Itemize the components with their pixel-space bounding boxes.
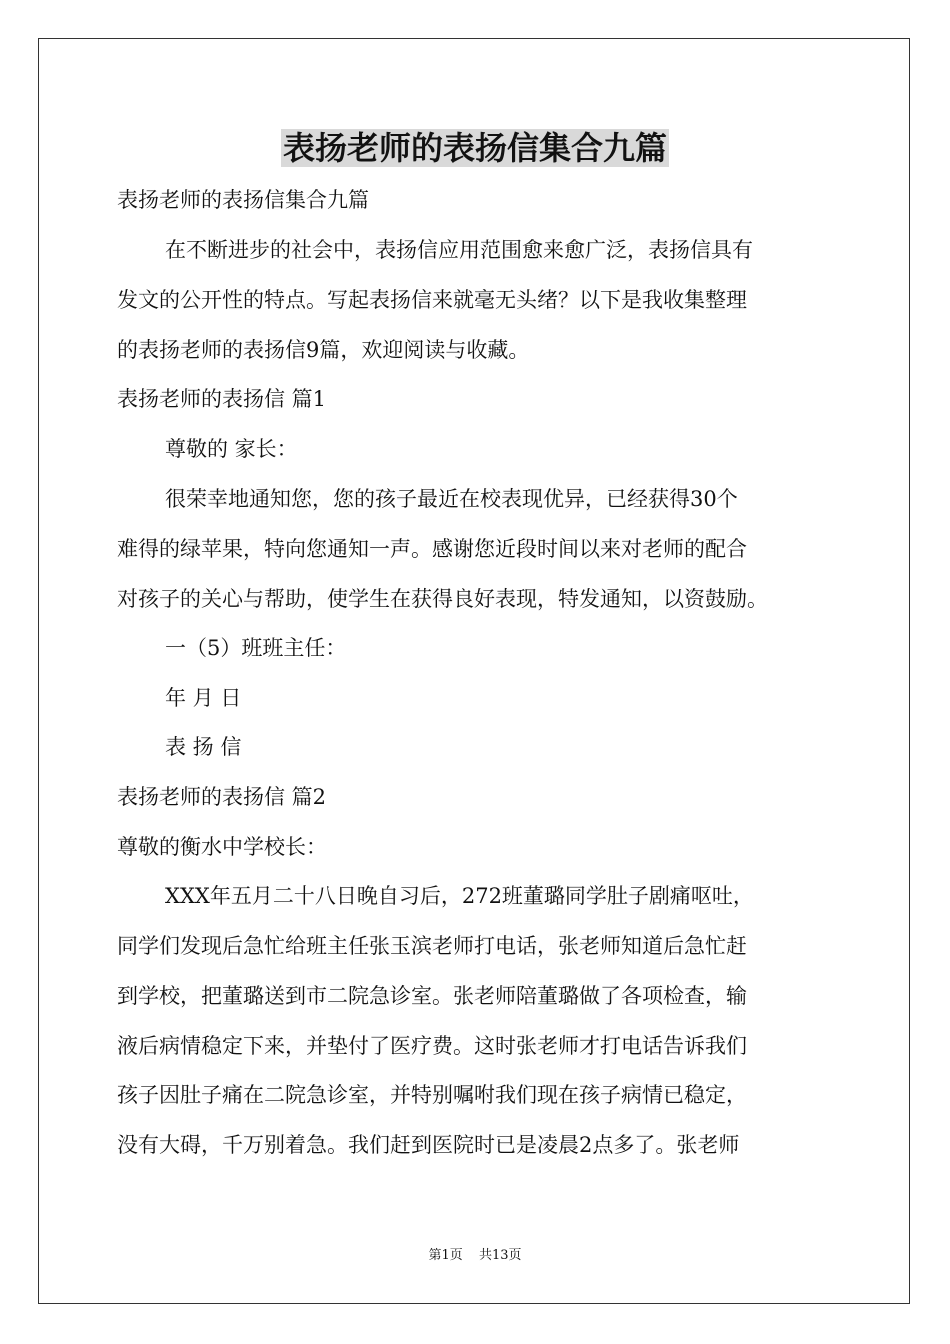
letter1-line-2: 难得的绿苹果，特向您通知一声。感谢您近段时间以来对老师的配合 [117,537,747,561]
page-footer [0,1247,950,1265]
intro-paragraph-line-2: 发文的公开性的特点。写起表扬信来就毫无头绪？以下是我收集整理 [117,288,747,312]
letter2-line-3: 到学校，把董璐送到市二院急诊室。张老师陪董璐做了各项检查，输 [117,984,747,1008]
letter2-line-5: 孩子因肚子痛在二院急诊室，并特别嘱咐我们现在孩子病情已稳定， [117,1083,747,1107]
salutation-2: 尊敬的衡水中学校长： [117,835,327,859]
page-border [38,38,910,1304]
subtitle-line: 表扬老师的表扬信集合九篇 [117,188,369,212]
letter1-date: 年 月 日 [165,686,242,710]
section-heading-1: 表扬老师的表扬信 篇1 [117,387,327,411]
letter2-line-1: XXX年五月二十八日晚自习后，272班董璐同学肚子剧痛呕吐， [165,884,754,908]
letter2-line-6: 没有大碍，千万别着急。我们赶到医院时已是凌晨2点多了。张老师 [117,1133,740,1157]
letter1-signature: 一（5）班班主任： [165,636,347,660]
letter2-line-4: 液后病情稳定下来，并垫付了医疗费。这时张老师才打电话告诉我们 [117,1034,747,1058]
section-heading-2: 表扬老师的表扬信 篇2 [117,785,327,809]
intro-paragraph-line-3: 的表扬老师的表扬信9篇，欢迎阅读与收藏。 [117,338,530,362]
letter1-line-1: 很荣幸地通知您，您的孩子最近在校表现优异，已经获得30个 [165,487,738,511]
letter2-line-2: 同学们发现后急忙给班主任张玉滨老师打电话，张老师知道后急忙赶 [117,934,747,958]
document-title-text: 表扬老师的表扬信集合九篇 [282,129,667,167]
document-title [0,126,950,170]
letter1-line-3: 对孩子的关心与帮助，使学生在获得良好表现，特发通知，以资鼓励。 [117,587,768,611]
letter1-label: 表 扬 信 [165,735,242,759]
salutation-1: 尊敬的 家长： [165,437,298,461]
total-pages: 共13页 [478,1248,522,1263]
intro-paragraph-line-1: 在不断进步的社会中，表扬信应用范围愈来愈广泛，表扬信具有 [165,238,753,262]
page-number: 第1页 [428,1248,463,1263]
